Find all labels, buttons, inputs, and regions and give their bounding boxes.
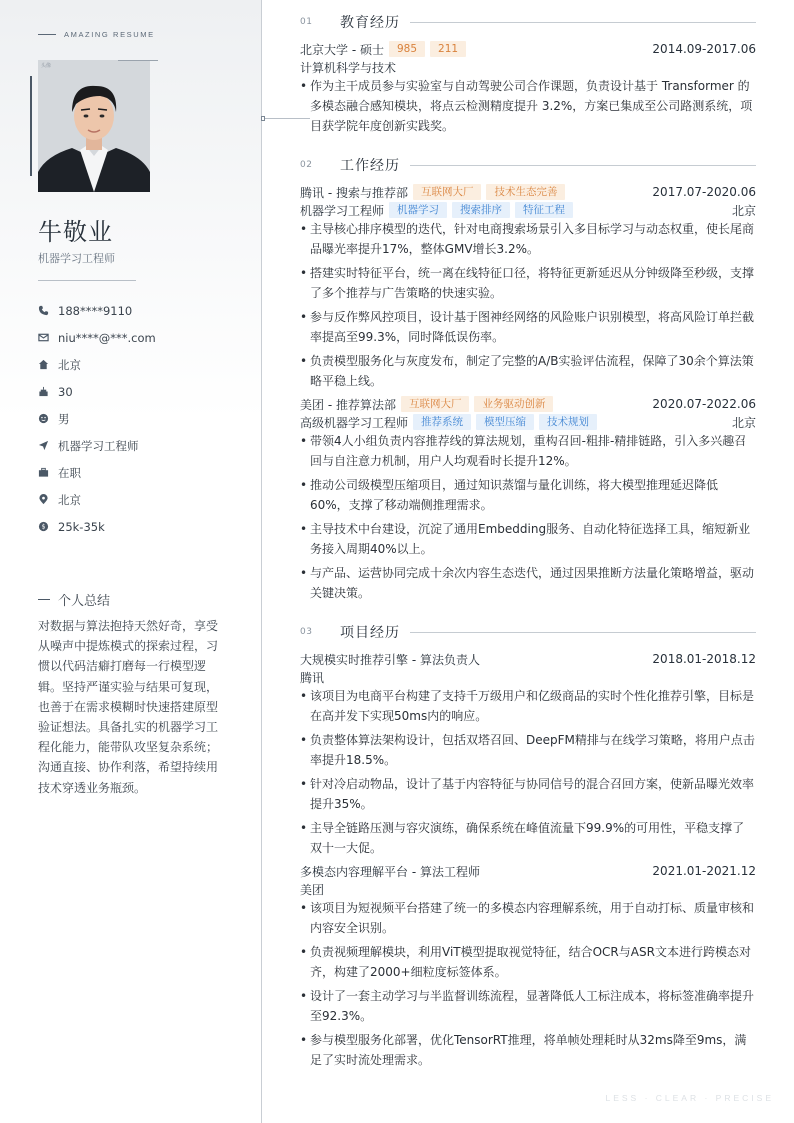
education-row bbox=[300, 41, 756, 57]
job-bullet: • 负责模型服务化与灰度发布，制定了完整的A/B实验评估流程，保障了30余个算法策略平稳上线。 bbox=[300, 351, 756, 391]
project-bullet: • 负责整体算法架构设计，包括双塔召回、DeepFM精排与在线学习策略，将用户点击率提升18.5%。 bbox=[300, 730, 756, 770]
job-company-row bbox=[300, 184, 756, 200]
mail-icon bbox=[38, 332, 58, 343]
contact-phone bbox=[38, 297, 156, 324]
school-degree: 北京大学 - 硕士 bbox=[300, 42, 384, 57]
project-bullet: • 设计了一套主动学习与半监督训练流程，显著降低人工标注成本，将标签准确率提升至92.3%。 bbox=[300, 986, 756, 1026]
contact-location-value: 北京 bbox=[58, 492, 81, 507]
contact-target-role bbox=[38, 432, 156, 459]
project-bullet: • 主导全链路压测与容灾演练，确保系统在峰值流量下99.9%的可用性，平稳支撑了双十一大促。 bbox=[300, 818, 756, 858]
project-bullet: • 该项目为短视频平台搭建了统一的多模态内容理解系统，用于自动打标、质量审核和内容安全识别。 bbox=[300, 898, 756, 938]
project-date: 2021.01-2021.12 bbox=[652, 864, 756, 878]
section-title: 项目经历 bbox=[340, 625, 400, 641]
contact-salary bbox=[38, 513, 156, 540]
job-bullet: • 推动公司级模型压缩项目，通过知识蒸馏与量化训练，将大模型推理延迟降低60%，支撑了移动端侧推理需求。 bbox=[300, 475, 756, 515]
skill-tag: 模型压缩 bbox=[476, 414, 534, 430]
project-row bbox=[300, 651, 756, 667]
contact-phone-value: 188****9110 bbox=[58, 303, 133, 318]
project-org: 腾讯 bbox=[300, 670, 325, 685]
candidate-name: 牛敬业 bbox=[38, 218, 113, 246]
section-title: 工作经历 bbox=[340, 158, 400, 174]
smile-icon bbox=[38, 413, 58, 424]
contact-home bbox=[38, 351, 156, 378]
job-company-row bbox=[300, 396, 756, 412]
project-org-row bbox=[300, 881, 756, 897]
svg-text:$: $ bbox=[41, 522, 46, 531]
education-heading bbox=[300, 12, 756, 32]
project-bullets bbox=[300, 898, 756, 1074]
skill-tag: 搜索排序 bbox=[452, 202, 510, 218]
role-divider bbox=[38, 280, 136, 281]
summary-title: 个人总结 bbox=[58, 594, 111, 609]
contact-email bbox=[38, 324, 156, 351]
contact-home-value: 北京 bbox=[58, 357, 81, 372]
briefcase-icon bbox=[38, 467, 58, 478]
contact-age bbox=[38, 378, 156, 405]
section-number: 03 bbox=[300, 627, 313, 637]
contact-location bbox=[38, 486, 156, 513]
contact-target-role-value: 机器学习工程师 bbox=[58, 438, 139, 453]
company-tag: 互联网大厂 bbox=[413, 184, 482, 200]
salary-icon bbox=[38, 521, 58, 532]
education-bullets bbox=[300, 76, 756, 140]
job-location: 北京 bbox=[731, 415, 756, 430]
education-major-row bbox=[300, 59, 756, 75]
skill-tag: 技术规划 bbox=[539, 414, 597, 430]
home-icon bbox=[38, 359, 58, 370]
job-bullet: • 参与反作弊风控项目，设计基于图神经网络的风险账户识别模型，将高风险订单拦截率提高至99.3%，同时降低误伤率。 bbox=[300, 307, 756, 347]
job-bullet: • 主导核心排序模型的迭代，针对电商搜索场景引入多目标学习与动态权重，使长尾商品曝光率提升17%，整体GMV增长3.2%。 bbox=[300, 219, 756, 259]
summary-dash bbox=[38, 599, 50, 600]
timeline-marker bbox=[261, 116, 265, 121]
contact-age-value: 30 bbox=[58, 384, 73, 399]
sidebar bbox=[0, 0, 262, 1123]
section-title: 教育经历 bbox=[340, 15, 400, 31]
send-icon bbox=[38, 440, 58, 451]
job-position: 高级机器学习工程师 bbox=[300, 415, 409, 430]
project-org-row bbox=[300, 669, 756, 685]
brand bbox=[38, 30, 155, 39]
job-company: 腾讯 - 搜索与推荐部 bbox=[300, 185, 408, 200]
project-bullet: • 负责视频理解模块，利用ViT模型提取视觉特征，结合OCR与ASR文本进行跨模态对齐，构建了2000+细粒度标签体系。 bbox=[300, 942, 756, 982]
contact-email-value: niu****@***.com bbox=[58, 330, 156, 345]
job-bullet: • 与产品、运营协同完成十余次内容生态迭代，通过因果推断方法量化策略增益，驱动关键决策。 bbox=[300, 563, 756, 603]
education-major: 计算机科学与技术 bbox=[300, 60, 397, 75]
section-rule bbox=[410, 632, 756, 633]
school-tag: 211 bbox=[430, 41, 466, 57]
summary-heading bbox=[38, 590, 110, 609]
job-position-row bbox=[300, 414, 756, 430]
job-location: 北京 bbox=[731, 203, 756, 218]
company-tag: 技术生态完善 bbox=[486, 184, 565, 200]
summary-text: 对数据与算法抱持天然好奇，享受从噪声中提炼模式的探索过程，习惯以代码洁癖打磨每一行模型逻辑。坚持严谨实验与结果可复现，也善于在需求模糊时快速搭建原型验证想法。具备扎实的机器学习工程化能力，能带队攻坚复杂系统；沟通直接、协作利落，希望持续用技术穿透业务瓶颈。 bbox=[38, 619, 219, 795]
job-date: 2020.07-2022.06 bbox=[652, 397, 756, 411]
education-bullet: • 作为主干成员参与实验室与自动驾驶公司合作课题，负责设计基于 Transformer 的多模态融合感知模块，将点云检测精度提升 3.2%，方案已集成至公司路测系统，项目获学院年度创新实践奖。 bbox=[300, 76, 756, 136]
brand-divider bbox=[38, 34, 56, 35]
skill-tag: 推荐系统 bbox=[413, 414, 471, 430]
section-number: 02 bbox=[300, 160, 313, 170]
footer-watermark: LESS · CLEAR · PRECISE bbox=[605, 1093, 774, 1103]
company-tag: 互联网大厂 bbox=[401, 396, 470, 412]
project-date: 2018.01-2018.12 bbox=[652, 652, 756, 666]
contact-status bbox=[38, 459, 156, 486]
photo-top-accent bbox=[118, 60, 158, 61]
work-heading bbox=[300, 155, 756, 175]
skill-tag: 特征工程 bbox=[515, 202, 573, 218]
contact-gender-value: 男 bbox=[58, 411, 70, 426]
education-date: 2014.09-2017.06 bbox=[652, 42, 756, 56]
photo-frame-accent bbox=[30, 76, 32, 176]
job-bullets bbox=[300, 431, 756, 607]
contact-salary-value: 25k-35k bbox=[58, 519, 105, 534]
project-name: 大规模实时推荐引擎 - 算法负责人 bbox=[300, 652, 480, 667]
job-position-row bbox=[300, 202, 756, 218]
project-bullets bbox=[300, 686, 756, 862]
company-tag: 业务驱动创新 bbox=[474, 396, 553, 412]
job-date: 2017.07-2020.06 bbox=[652, 185, 756, 199]
job-bullet: • 搭建实时特征平台，统一离在线特征口径，将特征更新延迟从分钟级降至秒级，支撑了多个推荐与广告策略的快速实验。 bbox=[300, 263, 756, 303]
cake-icon bbox=[38, 386, 58, 397]
skill-tag: 机器学习 bbox=[389, 202, 447, 218]
project-org: 美团 bbox=[300, 882, 325, 897]
candidate-role: 机器学习工程师 bbox=[38, 252, 115, 265]
job-bullets bbox=[300, 219, 756, 395]
job-bullet: • 带领4人小组负责内容推荐线的算法规划，重构召回-粗排-精排链路，引入多兴趣召回与自注意力机制，用户人均观看时长提升12%。 bbox=[300, 431, 756, 471]
project-name: 多模态内容理解平台 - 算法工程师 bbox=[300, 864, 480, 879]
contact-status-value: 在职 bbox=[58, 465, 81, 480]
location-pin-icon bbox=[38, 494, 58, 505]
phone-icon bbox=[38, 305, 58, 316]
project-bullet: • 针对冷启动物品，设计了基于内容特征与协同信号的混合召回方案，使新品曝光效率提升35%。 bbox=[300, 774, 756, 814]
job-company: 美团 - 推荐算法部 bbox=[300, 397, 396, 412]
profile-photo bbox=[38, 60, 150, 192]
school-tag: 985 bbox=[389, 41, 425, 57]
project-bullet: • 该项目为电商平台构建了支持千万级用户和亿级商品的实时个性化推荐引擎，目标是在高并发下实现50ms内的响应。 bbox=[300, 686, 756, 726]
project-row bbox=[300, 863, 756, 879]
job-bullet: • 主导技术中台建设，沉淀了通用Embedding服务、自动化特征选择工具，缩短新业务接入周期40%以上。 bbox=[300, 519, 756, 559]
projects-heading bbox=[300, 622, 756, 642]
project-bullet: • 参与模型服务化部署，优化TensorRT推理，将单帧处理耗时从32ms降至9ms，满足了实时流处理需求。 bbox=[300, 1030, 756, 1070]
section-number: 01 bbox=[300, 17, 313, 27]
job-position: 机器学习工程师 bbox=[300, 203, 385, 218]
photo-label: 头像 bbox=[41, 63, 52, 69]
contact-gender bbox=[38, 405, 156, 432]
brand-label: AMAZING RESUME bbox=[64, 30, 155, 39]
contact-list bbox=[38, 297, 156, 540]
section-rule bbox=[410, 22, 756, 23]
section-rule bbox=[410, 165, 756, 166]
portrait-image bbox=[38, 60, 150, 192]
